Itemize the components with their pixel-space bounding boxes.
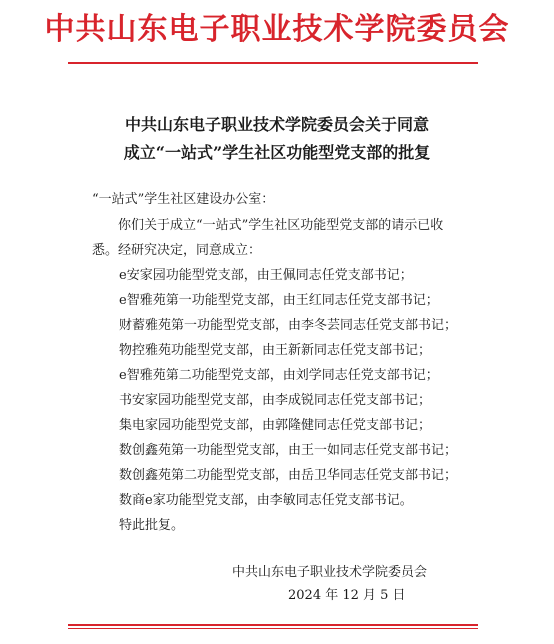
intro-line-1: 你们关于成立“一站式”学生社区功能型党支部的请示已收 [118,218,444,233]
signature-date: 2024 年 12 月 5 日 [288,588,406,603]
list-item: 集电家园功能型党支部，由郭隆健同志任党支部书记； [119,418,432,433]
letterhead-divider [68,62,478,64]
document-title-line-2: 成立“一站式”学生社区功能型党支部的批复 [123,143,431,162]
recipient: “一站式”学生社区建设办公室： [92,192,275,207]
list-item: 数创鑫苑第一功能型党支部，由王一如同志任党支部书记； [119,443,458,458]
list-item: 财蓄雅苑第一功能型党支部，由李冬芸同志任党支部书记； [119,318,458,333]
list-item: e安家园功能型党支部，由王佩同志任党支部书记； [119,268,413,283]
intro-paragraph-continued [92,238,492,263]
intro-line-2: 悉。经研究决定，同意成立： [92,243,262,258]
intro-paragraph [92,213,492,238]
list-item: e智雅苑第一功能型党支部，由王红同志任党支部书记； [119,293,439,308]
closing-remark: 特此批复。 [119,518,185,533]
list-item: 数商e家功能型党支部，由李敏同志任党支部书记。 [119,493,413,508]
document-body [92,213,492,538]
list-item: 物控雅苑功能型党支部，由王新新同志任党支部书记； [119,343,432,358]
list-item: 数创鑫苑第二功能型党支部，由岳卫华同志任党支部书记； [119,468,458,483]
footer-divider-thin [68,628,478,629]
document-title-line-1: 中共山东电子职业技术学院委员会关于同意 [124,115,429,134]
list-item: 书安家园功能型党支部，由李成锐同志任党支部书记； [119,393,432,408]
footer-divider [68,624,478,626]
letterhead-title: 中共山东电子职业技术学院委员会 [44,12,510,47]
signature-organization: 中共山东电子职业技术学院委员会 [232,565,428,580]
list-item: e智雅苑第二功能型党支部，由刘学同志任党支部书记； [119,368,439,383]
